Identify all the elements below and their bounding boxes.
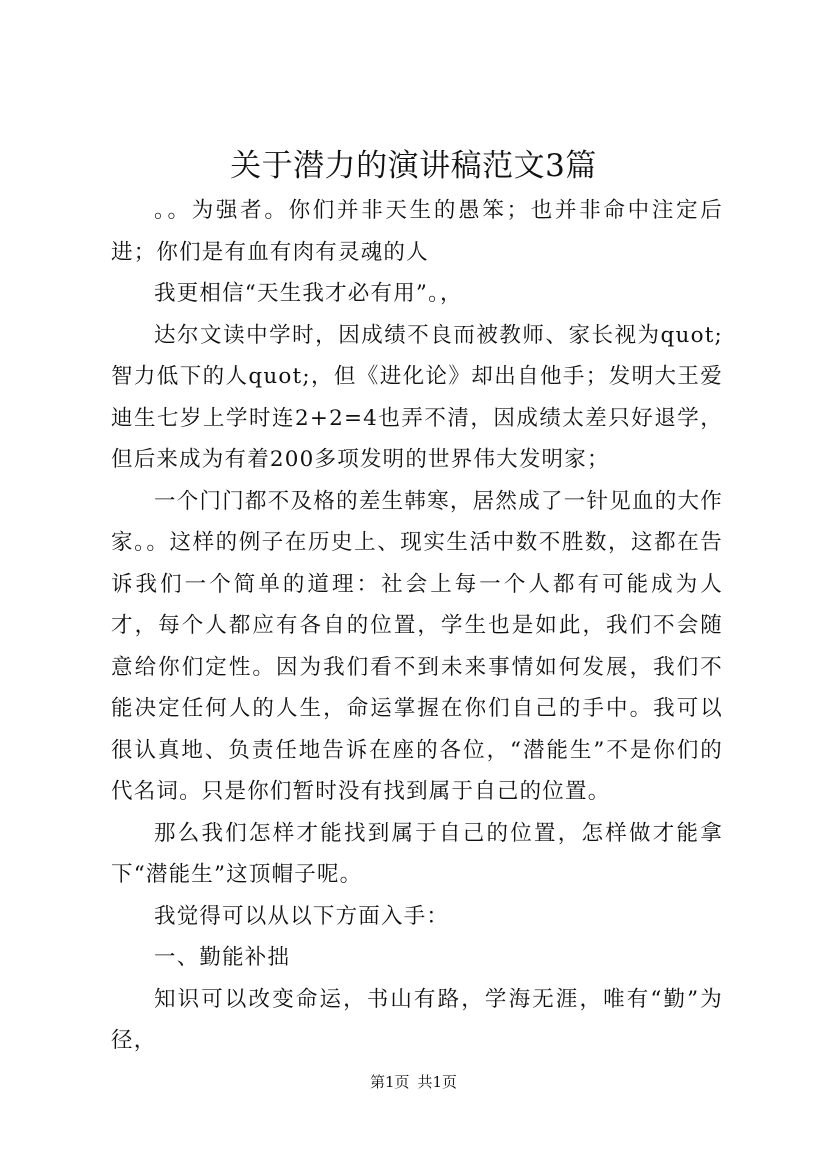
document-body (111, 190, 723, 1062)
paragraph: 我更相信“天生我才必有用”。， (154, 281, 463, 306)
paragraph: 我觉得可以从以下方面入手： (154, 903, 450, 929)
paragraph: 达尔文读中学时，因成绩不良而被教师、家长视为quot;智力低下的人quot;，但《进化论》却出自他手；发明大王爱迪生七岁上学时连2+2=4也弄不清，因成绩太差只好退学，但后来成为有着200多项发明的世界伟大发明家； (111, 322, 723, 472)
page-total: 共1页 (417, 1073, 458, 1091)
section-heading: 一、勤能补拙 (154, 945, 291, 970)
document-title: 关于潜力的演讲稿范文3篇 (230, 148, 597, 184)
paragraph: 。。为强者。你们并非天生的愚笨；也并非命中注定后进；你们是有血有肉有灵魂的人 (111, 198, 723, 265)
paragraph: 那么我们怎样才能找到属于自己的位置，怎样做才能拿下“潜能生”这顶帽子呢。 (111, 820, 723, 887)
page-number: 第1页 (369, 1073, 410, 1091)
page-footer (0, 1072, 827, 1092)
paragraph: 一个门门都不及格的差生韩寒，居然成了一针见血的大作家。。这样的例子在历史上、现实生活中数不胜数，这都在告诉我们一个简单的道理：社会上每一个人都有可能成为人才，每个人都应有各自的位置，学生也是如此，我们不会随意给你们定性。因为我们看不到未来事情如何发展，我们不能决定任何人的人生，命运掌握在你们自己的手中。我可以很认真地、负责任地告诉在座的各位，“潜能生”不是你们的代名词。只是你们暂时没有找到属于自己的位置。 (111, 488, 723, 804)
paragraph: 知识可以改变命运，书山有路，学海无涯，唯有“勤”为径， (111, 986, 723, 1053)
